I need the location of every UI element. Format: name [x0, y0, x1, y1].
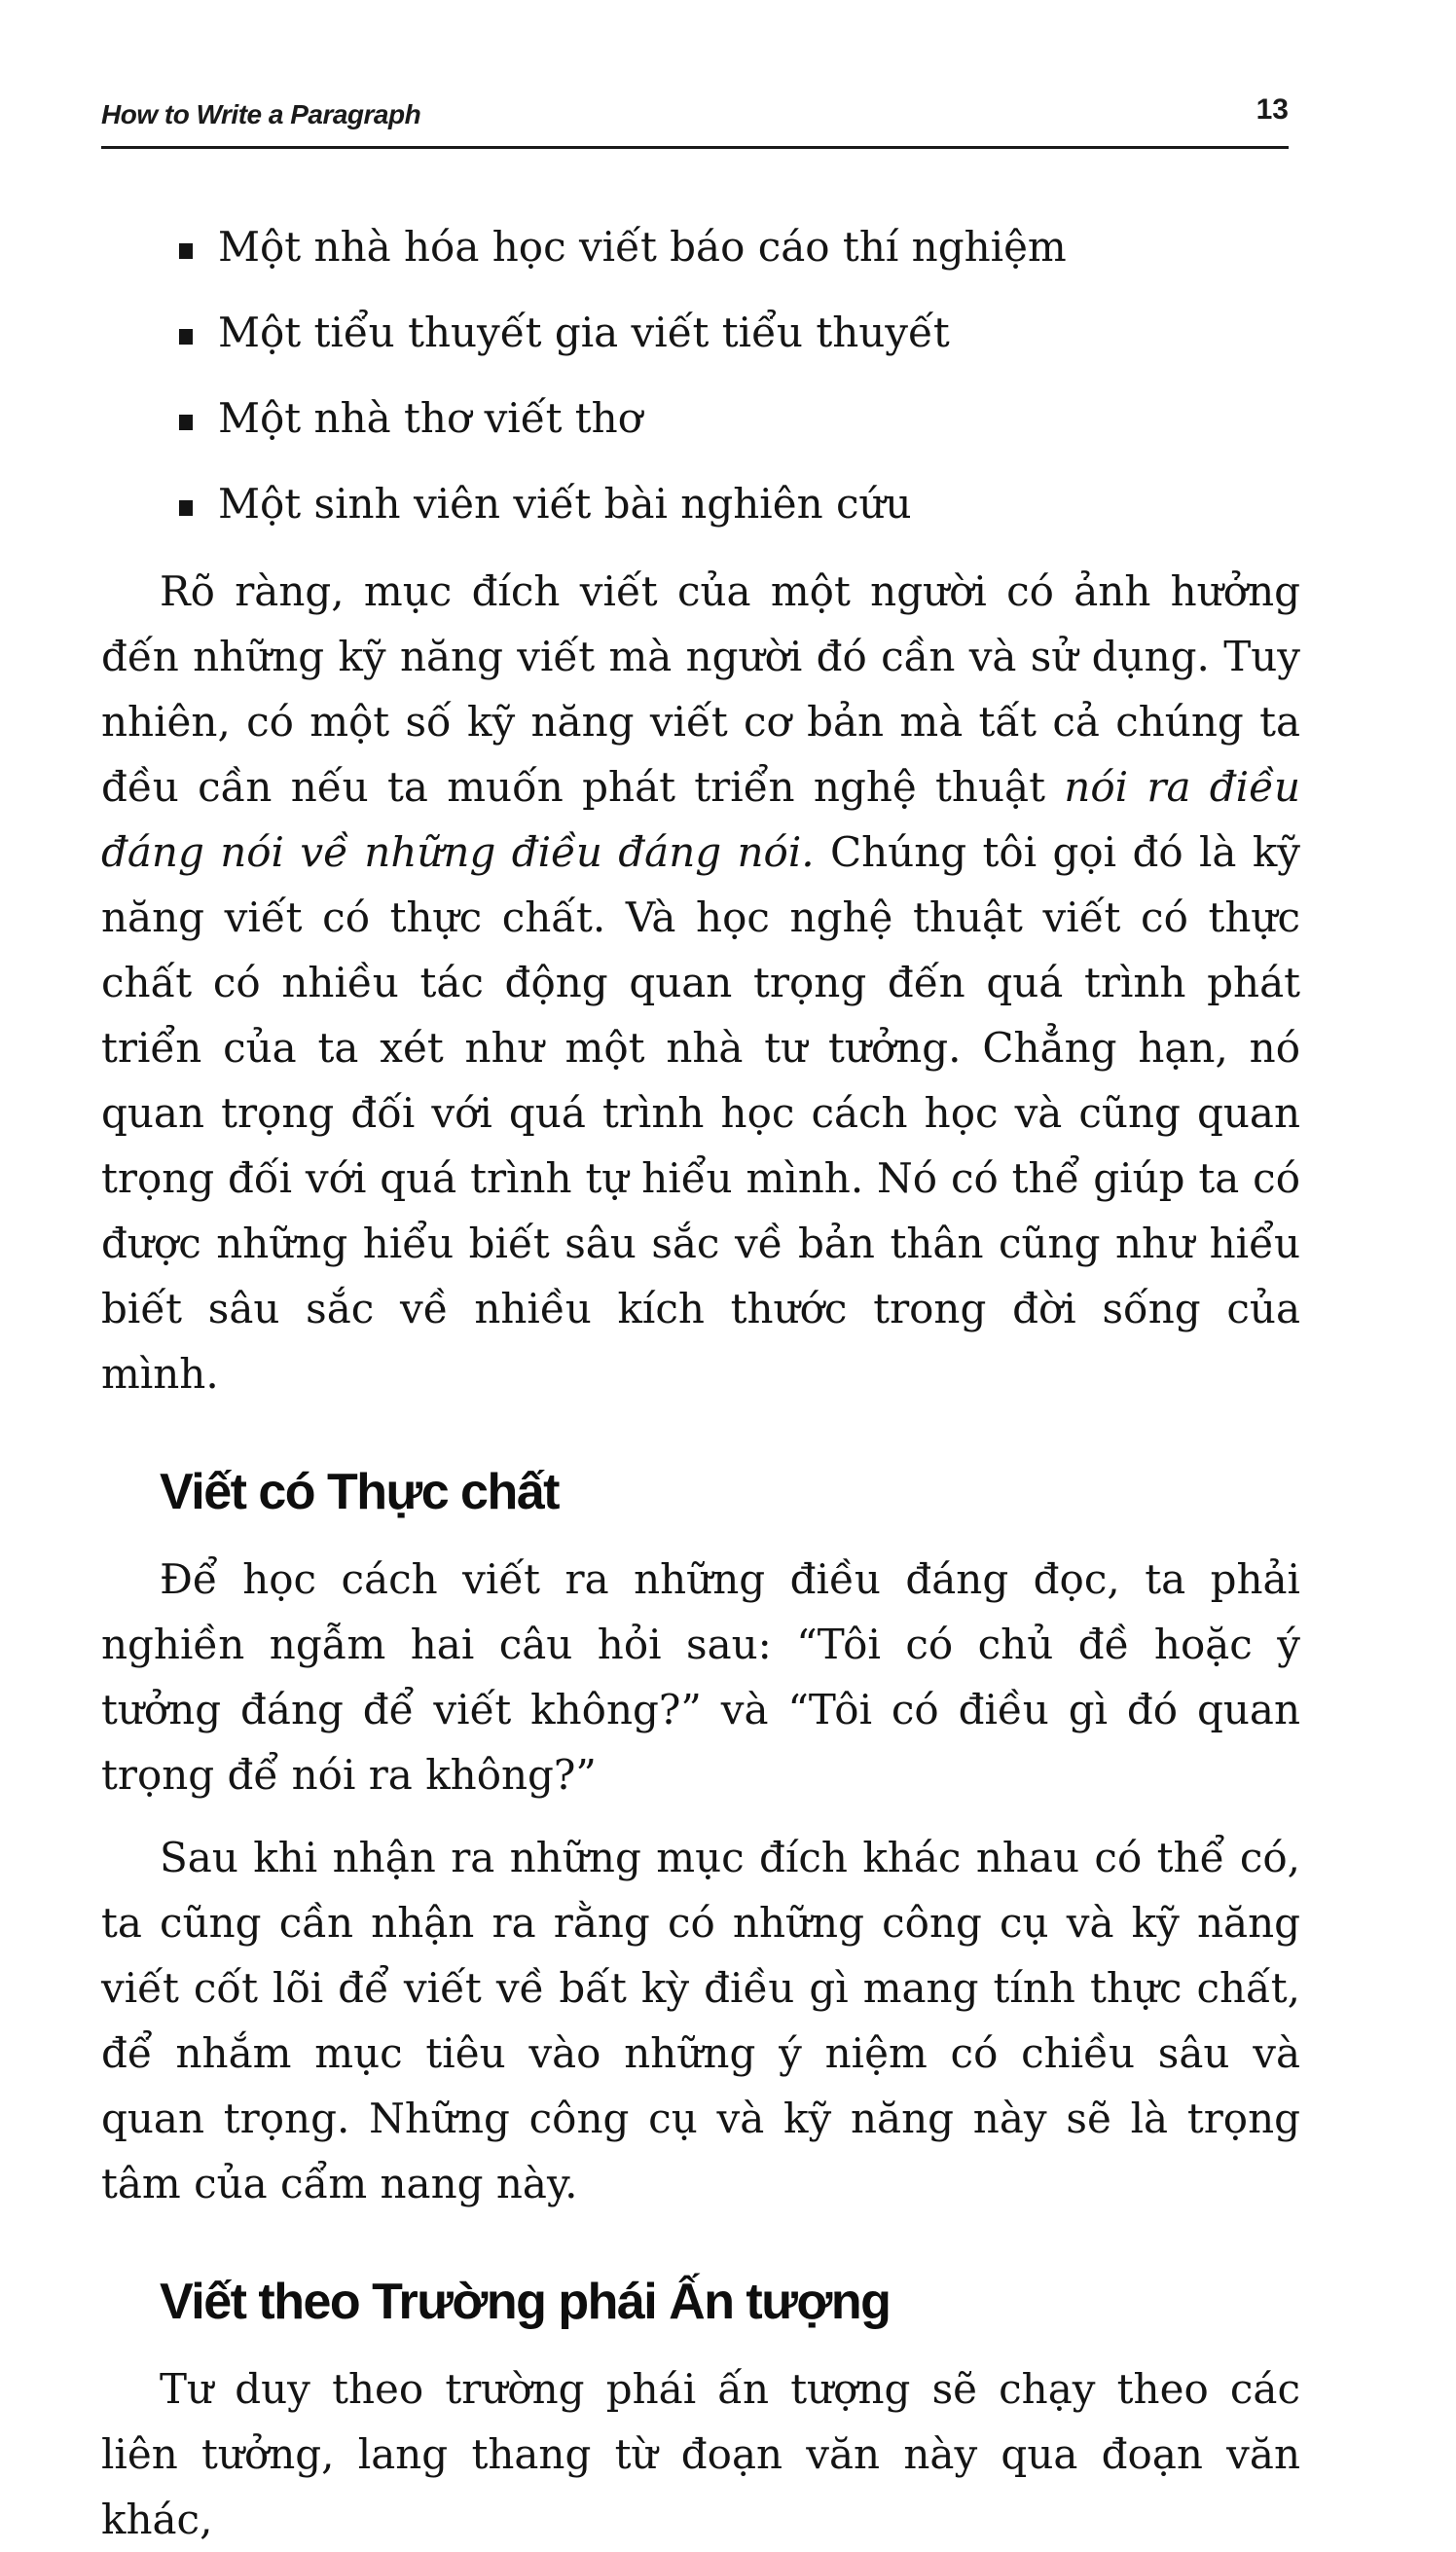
running-header: [101, 86, 1289, 149]
bullet-list: [179, 204, 1300, 547]
square-bullet-icon: [179, 415, 193, 430]
list-item: [179, 376, 1300, 461]
paragraph-text: Chúng tôi gọi đó là kỹ năng viết có thực chất. Và học nghệ thuật viết có thực chất có nhiều tác động quan trọng đến quá trình phát triển của ta xét như một nhà tư tưởng. Chẳng hạn, nó quan trọng đối với quá trình học cách học và cũng quan trọng đối với quá trình tự hiểu mình. Nó có thể giúp ta có được những hiểu biết sâu sắc về bản thân cũng như hiểu biết sâu sắc về nhiều kích thước trong đời sống của mình.: [101, 828, 1300, 1398]
section-heading: Viết theo Trường phái Ấn tượng: [160, 2274, 891, 2330]
body-paragraph: Sau khi nhận ra những mục đích khác nhau có thể có, ta cũng cần nhận ra rằng có những công cụ và kỹ năng viết cốt lõi để viết về bất kỳ điều gì mang tính thực chất, để nhắm mục tiêu vào những ý niệm có chiều sâu và quan trọng. Những công cụ và kỹ năng này sẽ là trọng tâm của cẩm nang này.: [101, 1834, 1300, 2207]
body-paragraph: Tư duy theo trường phái ấn tượng sẽ chạy theo các liên tưởng, lang thang từ đoạn văn này qua đoạn văn khác,: [101, 2365, 1300, 2543]
list-item: [179, 461, 1300, 547]
list-item-text: Một nhà hóa học viết báo cáo thí nghiệm: [218, 223, 1067, 271]
section-heading: Viết có Thực chất: [160, 1464, 559, 1520]
list-item-text: Một tiểu thuyết gia viết tiểu thuyết: [218, 309, 950, 356]
paragraph-text: Rõ ràng, mục đích viết của một người có ảnh hưởng đến những kỹ năng viết mà người đó cần và sử dụng. Tuy nhiên, có một số kỹ năng viết cơ bản mà tất cả chúng ta đều cần nếu ta muốn phát triển nghệ thuật: [101, 567, 1300, 811]
page-content: [101, 204, 1300, 2552]
list-item-text: Một nhà thơ viết thơ: [218, 394, 643, 442]
list-item: [179, 290, 1300, 376]
italic-phrase: nói ra điều đáng nói về những điều đáng nói.: [101, 763, 1301, 876]
list-item-text: Một sinh viên viết bài nghiên cứu: [218, 480, 912, 528]
square-bullet-icon: [179, 329, 193, 345]
square-bullet-icon: [179, 243, 193, 259]
body-paragraph: [101, 559, 1300, 1406]
running-title: How to Write a Paragraph: [101, 99, 421, 129]
square-bullet-icon: [179, 500, 193, 516]
page-number: 13: [1256, 93, 1289, 126]
body-paragraph: Để học cách viết ra những điều đáng đọc, ta phải nghiền ngẫm hai câu hỏi sau: “Tôi có chủ đề hoặc ý tưởng đáng để viết không?” và “Tôi có điều gì đó quan trọng để nói ra không?”: [101, 1555, 1300, 1799]
list-item: [179, 204, 1300, 290]
